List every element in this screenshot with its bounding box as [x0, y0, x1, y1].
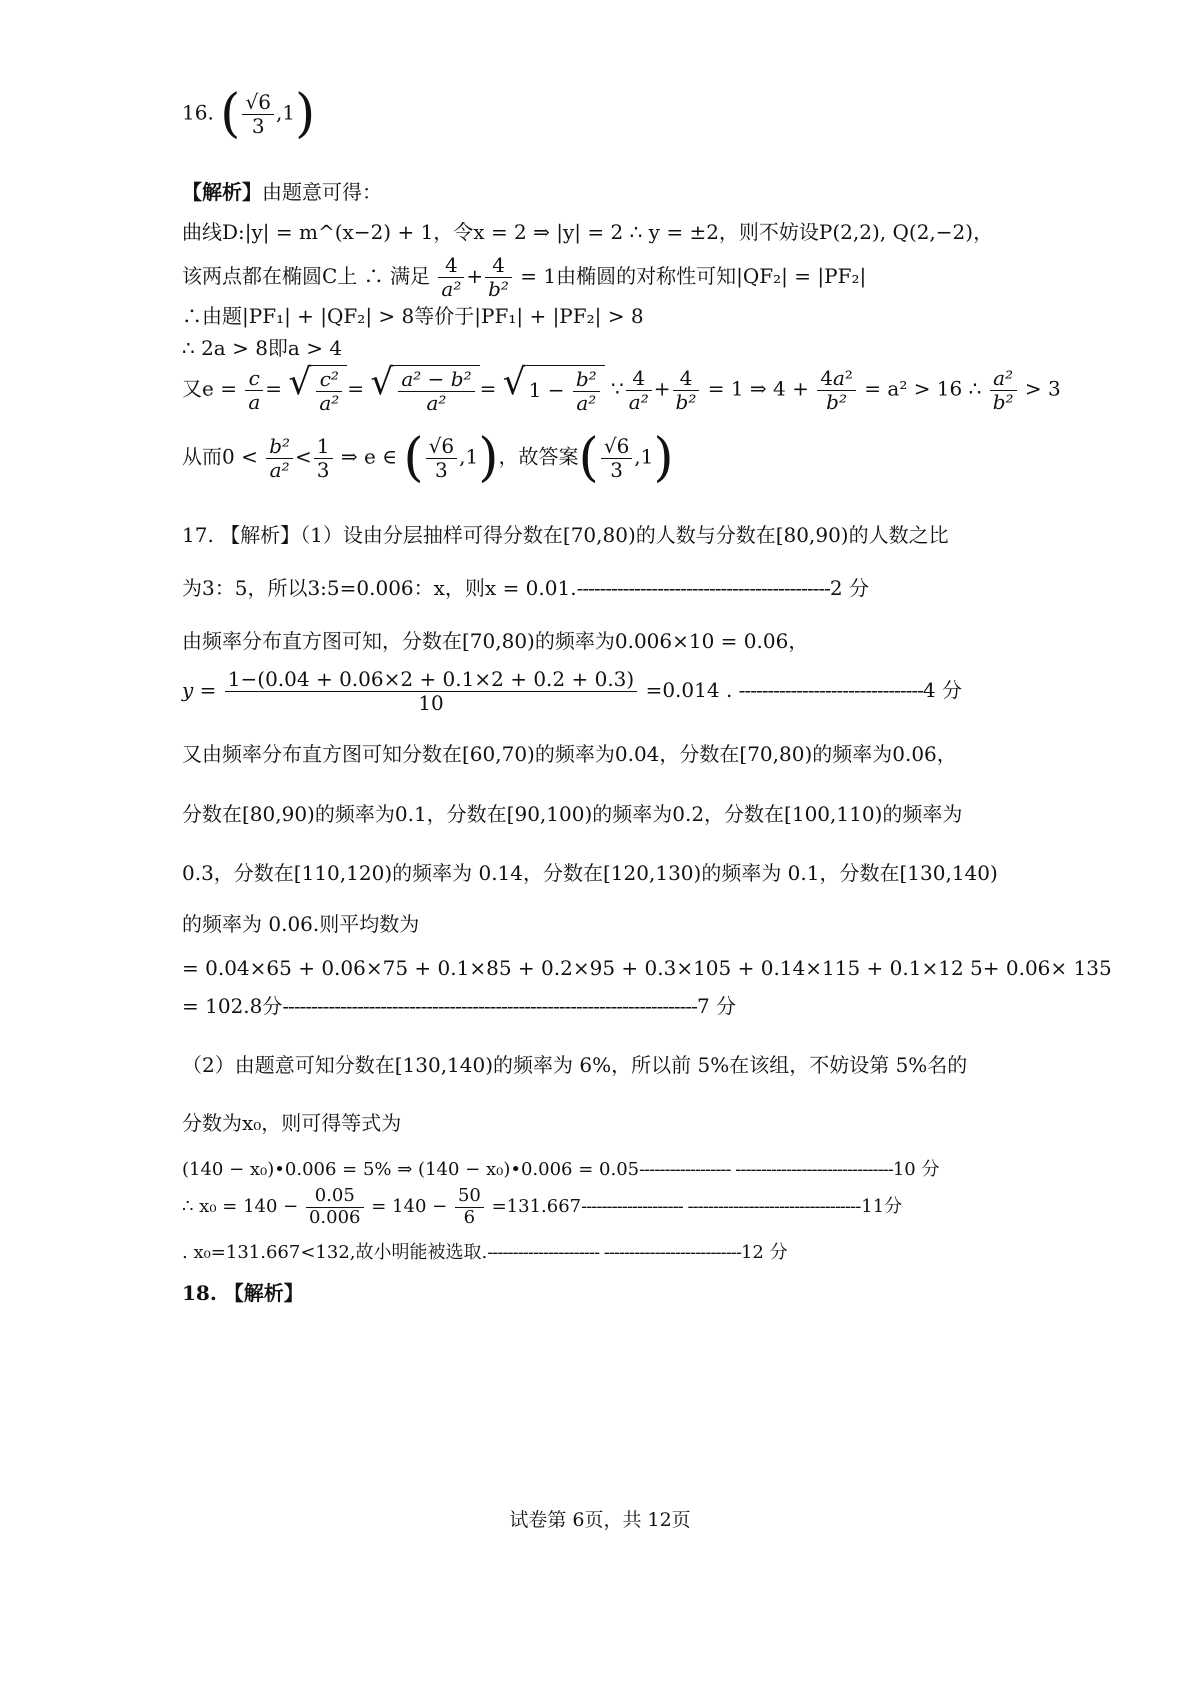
- q17-line14: ∴ x₀ = 140 − $\frac{0.05}{0.006}$ = 140 − $\frac{50}{6}$ =131.667-------------------- ----------------------------------11分: [182, 1185, 903, 1228]
- q17-line11: （2）由题意可知分数在[130,140)的频率为 6%，所以前 5%在该组，不妨设第 5%名的: [182, 1053, 968, 1077]
- q16-line5-tail: > 3: [1024, 376, 1061, 401]
- q17-line7: 0.3，分数在[110,120)的频率为 0.14，分数在[120,130)的频率为 0.1，分数在[130,140): [182, 861, 998, 885]
- q16-line5-end: = a² > 16 ∴: [864, 376, 982, 401]
- q16-line5-prefix: 又e =: [182, 376, 237, 401]
- q16-answer: 16. ( $\frac{√6}{3}$ ,1): [182, 84, 316, 144]
- q17-line2: 为3：5，所以3:5=0.006：x，则x = 0.01.--------------------------------------------2 分: [182, 576, 870, 600]
- q17-line10: = 102.8分------------------------------------------------------------------------7 分: [182, 994, 737, 1018]
- q17-line15: . x₀=131.667<132,故小明能被选取.---------------------- ---------------------------12 分: [182, 1242, 788, 1263]
- q17-line3: 由频率分布直方图可知，分数在[70,80)的频率为0.006×10 = 0.06，: [182, 629, 809, 653]
- q16-line2-a: 该两点都在椭圆C上 ∴ 满足: [182, 264, 431, 288]
- jiexi-label: 【解析】: [182, 180, 262, 204]
- q16-line6-answer: ，故答案: [498, 444, 579, 469]
- q16-line6-mid: ⇒ e ∈: [340, 444, 398, 469]
- q16-line2-b: = 1由椭圆的对称性可知|QF₂| = |PF₂|: [520, 264, 867, 288]
- q16-line6: 从而0 < $\frac{\text{b²}}{\text{a²}}$ < $\frac{1}{3}$ ⇒ e ∈ ( $\frac{√6}{3}$ ,1)，故答案( $\frac{√6}{3}$ ,1): [182, 428, 674, 488]
- q16-line3: ∴由题|PF₁| + |QF₂| > 8等价于|PF₁| + |PF₂| > 8: [182, 304, 644, 328]
- q17-line5: 又由频率分布直方图可知分数在[60,70)的频率为0.04，分数在[70,80)的频率为0.06，: [182, 742, 957, 766]
- q17-line8: 的频率为 0.06.则平均数为: [182, 912, 420, 936]
- q17-line12: 分数为x₀，则可得等式为: [182, 1111, 402, 1135]
- q17-line4: y = $\frac{1-(0.04 + 0.06\times 2 + 0.1\times 2 + 0.2 + 0.3)}{10}$ =0.014 . --------------------------------4 分: [182, 667, 963, 715]
- q16-line2: 该两点都在椭圆C上 ∴ 满足 $\frac{4}{\text{a²}}$ + $\frac{4}{\text{b²}}$ = 1由椭圆的对称性可知|QF₂| = |PF₂|: [182, 253, 867, 301]
- q16-answer-denominator: 3: [251, 113, 265, 138]
- q16-line5-mid: = 1 ⇒ 4 +: [707, 376, 809, 401]
- q16-line1: 曲线D:|y| = m^(x−2) + 1，令x = 2 ⇒ |y| = 2 ∴ y = ±2，则不妨设P(2,2), Q(2,−2)，: [182, 220, 994, 244]
- page-footer: 试卷第 6页，共 12页: [509, 1509, 691, 1531]
- q18-header: 18. 【解析】: [182, 1281, 304, 1305]
- q16-intro: [182, 176, 382, 205]
- q17-line6: 分数在[80,90)的频率为0.1，分数在[90,100)的频率为0.2，分数在[100,110)的频率为: [182, 802, 963, 826]
- q17-header: 17. 【解析】（1）设由分层抽样可得分数在[70,80)的人数与分数在[80,90)的人数之比: [182, 523, 949, 547]
- q16-line4: ∴ 2a > 8即a > 4: [182, 336, 343, 360]
- q16-answer-numerator: √6: [242, 91, 273, 115]
- q16-number: 16.: [182, 100, 214, 125]
- q16-line5: 又e = $\frac{c}{a}$ = √ $\frac{\text{c²}}{\text{a²}}$ = √ $\frac{\text{a² − b²}}{\text{a²}}$ = √ 1 − $\frac{\text{b²}}{\text{a²}}$ ∵ $\frac{4}{\text{a²}}$ + $\frac{4}{\text{b²}}$ = 1 ⇒ 4 + $\frac{\text{4a²}}{\text{b²}}$ = a² > 16 ∴ $\frac{\text{a²}}{\text{b²}}$ > 3: [182, 362, 1061, 415]
- q17-line13: (140 − x₀)•0.006 = 5% ⇒ (140 − x₀)•0.006 = 0.05------------------ -------------------------------10 分: [182, 1159, 940, 1180]
- q16-line6-prefix: 从而0 <: [182, 444, 258, 469]
- q16-intro-text: 由题意可得：: [262, 180, 382, 204]
- q16-answer-tail: ,1: [275, 100, 296, 125]
- q17-line9: = 0.04×65 + 0.06×75 + 0.1×85 + 0.2×95 + 0.3×105 + 0.14×115 + 0.1×12 5+ 0.06× 135: [182, 956, 1112, 980]
